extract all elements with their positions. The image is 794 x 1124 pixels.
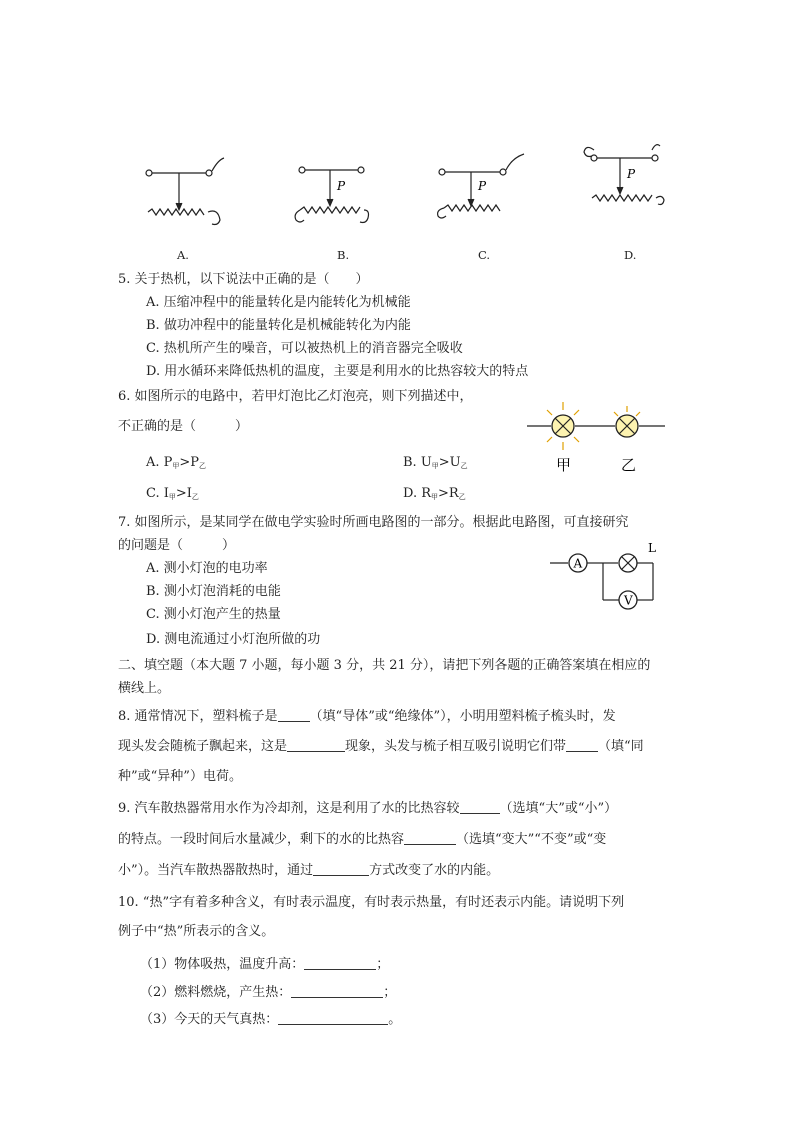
lamp-jia-icon bbox=[547, 402, 579, 450]
q10-line1: 10. “热”字有着多种含义，有时表示温度，有时表示热量，有时还表示内能。请说明下列 bbox=[118, 895, 625, 910]
voltmeter-label: V bbox=[624, 593, 633, 608]
pointer-label-b: P bbox=[337, 179, 346, 193]
q10-item-1: （1）物体吸热，温度升高： ； bbox=[140, 957, 390, 972]
q5-option-d: D. 用水循环来降低热机的温度，主要是利用水的比热容较大的特点 bbox=[146, 364, 529, 379]
q6-stem-line1: 6. 如图所示的电路中，若甲灯泡比乙灯泡亮，则下列描述中， bbox=[118, 389, 473, 404]
ammeter-label: A bbox=[573, 556, 583, 571]
q5-option-a: A. 压缩冲程中的能量转化是内能转化为机械能 bbox=[146, 295, 411, 310]
q8-line3: 种”或“异种”）电荷。 bbox=[118, 769, 242, 784]
q8-blank-3[interactable] bbox=[566, 739, 598, 752]
lamp-label-jia: 甲 bbox=[556, 456, 572, 474]
q9-blank-1[interactable] bbox=[460, 801, 500, 814]
pointer-label-c: P bbox=[478, 179, 487, 193]
q7-option-d: D. 测电流通过小灯泡所做的功 bbox=[146, 632, 321, 647]
q6-option-b: B. $U_甲>U_乙$ bbox=[403, 455, 468, 470]
rheostat-figure-d bbox=[580, 140, 670, 220]
q9-blank-3[interactable] bbox=[313, 863, 369, 876]
rheostat-figure-b bbox=[290, 150, 380, 230]
q6-option-c: C. $I_甲>I_乙$ bbox=[146, 486, 199, 501]
q8-blank-1[interactable] bbox=[278, 709, 310, 722]
q7-option-a: A. 测小灯泡的电功率 bbox=[146, 561, 268, 576]
figure-caption-c: C. bbox=[478, 248, 491, 262]
q10-item-2: （2）燃料燃烧，产生热： ； bbox=[140, 985, 397, 1000]
figure-caption-a: A. bbox=[177, 248, 189, 262]
q10-blank-2[interactable] bbox=[291, 985, 383, 998]
q6-option-a: A. $P_甲>P_乙$ bbox=[146, 455, 207, 470]
q8-line1: 8. 通常情况下，塑料梳子是 （填“导体”或“绝缘体”），小明用塑料梳子梳头时，发 bbox=[118, 709, 616, 724]
q8-line2: 现头发会随梳子飘起来，这是 现象，头发与梳子相互吸引说明它们带 （填“同 bbox=[118, 739, 644, 754]
figure-caption-d: D. bbox=[624, 248, 637, 262]
q7-option-b: B. 测小灯泡消耗的电能 bbox=[146, 584, 281, 599]
section2-heading-line2: 横线上。 bbox=[118, 681, 171, 696]
lamp-yi-icon bbox=[614, 406, 640, 437]
rheostat-figure-a bbox=[140, 150, 230, 230]
lamp-label-yi: 乙 bbox=[621, 456, 637, 474]
q7-stem-line1: 7. 如图所示，是某同学在做电学实验时所画电路图的一部分。根据此电路图，可直接研究 bbox=[118, 515, 629, 530]
q10-blank-1[interactable] bbox=[304, 957, 376, 970]
rheostat-figure-c bbox=[432, 146, 532, 230]
q7-option-c: C. 测小灯泡产生的热量 bbox=[146, 607, 281, 622]
q7-meter-circuit bbox=[548, 540, 678, 615]
q6-stem-line2: 不正确的是（ ） bbox=[118, 419, 249, 434]
q10-blank-3[interactable] bbox=[278, 1012, 388, 1025]
q6-option-d: D. $R_甲>R_乙$ bbox=[403, 486, 466, 501]
q9-line2: 的特点。一段时间后水量减少，剩下的水的比热容 （选填“变大”“不变”或“变 bbox=[118, 832, 607, 847]
q10-item-3: （3）今天的天气真热： 。 bbox=[140, 1012, 402, 1027]
q10-line2: 例子中“热”所表示的含义。 bbox=[118, 924, 275, 939]
lamp-l-label: L bbox=[648, 541, 656, 555]
q5-option-b: B. 做功冲程中的能量转化是机械能转化为内能 bbox=[146, 318, 411, 333]
q7-stem-line2: 的问题是（ ） bbox=[118, 538, 236, 553]
q8-blank-2[interactable] bbox=[287, 739, 345, 752]
section2-heading-line1: 二、填空题（本大题 7 小题，每小题 3 分，共 21 分），请把下列各题的正确答案填在相应的 bbox=[118, 658, 651, 673]
q9-line1: 9. 汽车散热器常用水作为冷却剂，这是利用了水的比热容较 （选填“大”或“小”） bbox=[118, 801, 618, 816]
q5-option-c: C. 热机所产生的噪音，可以被热机上的消音器完全吸收 bbox=[146, 341, 463, 356]
q5-stem: 5. 关于热机，以下说法中正确的是（ ） bbox=[118, 272, 369, 287]
q6-lamp-circuit bbox=[525, 398, 675, 478]
figure-caption-b: B. bbox=[337, 248, 350, 262]
pointer-label-d: P bbox=[627, 167, 636, 181]
q9-line3: 小”）。当汽车散热器散热时，通过 方式改变了水的内能。 bbox=[118, 863, 500, 878]
q9-blank-2[interactable] bbox=[404, 832, 456, 845]
